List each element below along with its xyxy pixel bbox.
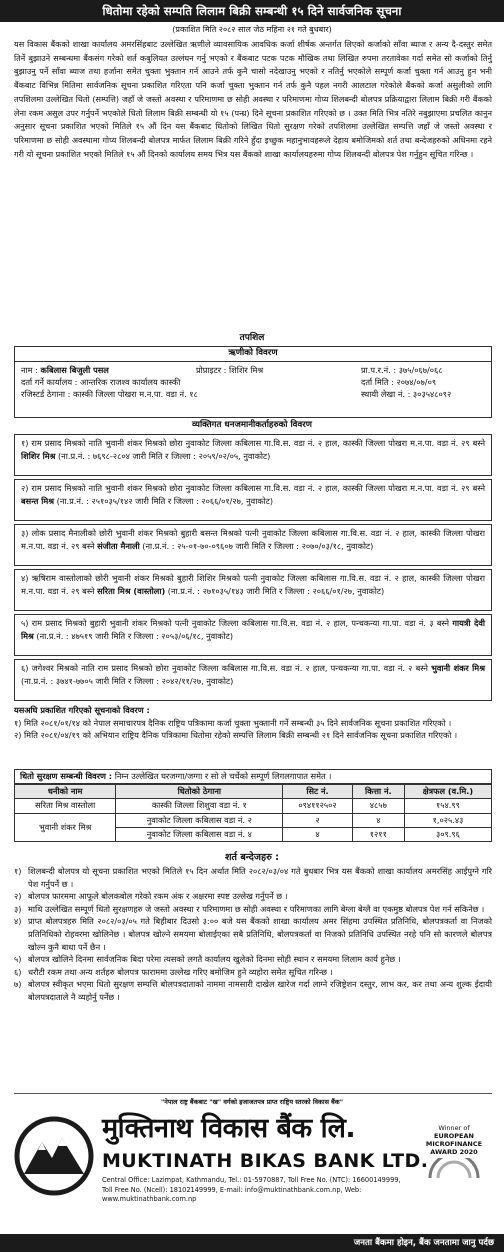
term-text: शिलबन्दी बोलपत्र यो सूचना प्रकाशित भएको मितिले १५ दिन अर्थात मिति २०८२/०३/०४ गते बुधबार भित्र यस बैंकको शाखा कार्यालय अमरसिंह आईपुग्ने गरि पेश गर्नुपर्ने छ । [28,866,492,889]
term-text: बोलपत्र फारममा आफूले बोलकबोल गरेको रकम अंक र अक्षरमा स्पष्ट उल्लेख गर्नुपर्ने छ । [28,891,288,902]
term-text: माथि उल्लेखित सम्पूर्ण धितो सुरक्षणहरु जे जस्तो अवस्था र परिमाणमा छ सोही अवस्था र परिमाणका लागि बेग्ला बेग्लै वा एकमुष्ठ बोलपत्र पेश गर्न सकिनेछ । [28,903,485,914]
collateral-table [14,784,492,842]
term-number: ७) [14,979,22,990]
borrower-pan: प्रा.प.र.नं. : ३७५/०६७/०६८ [361,364,443,375]
table-cell: १५४.९९ [404,799,491,813]
guarantor-citizenship: (ना.प्र.नं. : ४७५१९ जारी मिति र जिल्ला : २०५३/०६/१८, नुवाकोट) [33,630,234,641]
term-number: २) [14,891,22,902]
slogan: जनता बैंकमा होइन, बैंक जनतामा जानु पर्दछ [353,1238,494,1248]
slogan-bar [0,1234,504,1252]
term-item [14,966,492,979]
term-text: बोलपत्र खोलिने दिनमा सार्वजनिक बिदा परेमा त्यसको लगतै कार्यालय खुलेको दिनमा सोही स्थान र समयमा लिलाम कार्य हुनेछ । [28,954,401,965]
term-item [14,915,492,953]
guarantor-name: गायत्री देवी मिश्र [21,618,485,641]
prior-notice-item: २) मिति २०८१/०४/१९ को अभियान राष्ट्रिय दैनिक पत्रिकामा धितोमा रहेको सम्पत्ति लिलाम बिक्री सम्बन्धी २१ दिने सार्वजनिक सूचना प्रकाशित गरिएको । [14,730,458,740]
guarantor-text: ४) ऋषिराम वास्तोलाको छोरी भुवानी शंकर मिश्रको बुहारी शिशिर मिश्रको पत्नी नुवाकोट जिल्ला कबिलास गा.वि.स. वडा नं. २ हाल, कास्की जिल्ला पोखरा म.न.पा. वडा नं. २९ बस्ने [21,573,485,596]
term-item [14,890,492,903]
guarantor-name: भुवानी शंकर मिश्र [431,663,485,673]
award-arc-icon [424,1158,484,1180]
term-number: १) [14,866,22,876]
terms-heading: शर्त बन्देजहरु : [225,852,279,863]
borrower-heading: ऋणीको विवरण [15,347,491,362]
collateral-heading: धितो सुरक्षण सम्बन्धी विवरण : [20,771,113,781]
collateral-note: निम्न उल्लेखित घरजग्गा/जग्गा र सो ले चर्चेको सम्पूर्ण लिगलगापात समेत । [114,771,332,781]
table-cell: ४ [283,827,352,841]
bank-name-nepali: मुक्तिनाथ विकास बैंक लि. [102,1113,356,1144]
term-number: ४) [14,916,22,927]
column-header: सिट नं. [283,785,352,799]
borrower-box [14,346,492,418]
borrower-reg-office: दर्ता गर्ने कार्यालय : आन्तरिक राजश्व कार्यालय कास्की [21,376,181,387]
guarantors-heading: व्यक्तिगत धनजमानीकर्ताहरुको विवरण [192,420,312,430]
intro-paragraph: यस विकास बैंकको शाखा कार्यालय अमरसिंहबाट उल्लेखित ऋणीले व्यावसायिक आवधिक कर्जा शीर्षक अन्तर्गत लिएको कर्जाको साँवा ब्याज र अन्य दै-दस्तुर समेत तिर्ने बुझाउने सम्बन्धमा बैंकसंग गरेको शर्त कबुलियत उल्लंघन गर्नु भएको र बैंकबाट पटक पटक मौखिक तथा लिखित रुपमा तरतावेका गर्दा समेत सो कर्जाको तिर्नु बुझाउनु पर्ने साँवा ब्याज तथा हर्जाना समेत चुक्ता भुक्तान गर्न आउने तर्फ कुनै चासो नदेखाउनु भएको र नतिर्नु भएकोले सम्पूर्ण कर्जा चुक्ता गर्न आउनु हुन भनी बैंकबाट विभिन्न मितिमा सार्वजनिक सूचना प्रकाशित गरिएता पनि कर्जा चुक्ता भुक्तान गर्न तर्फ कुनै पहल नगरी आलटाल गरेकोले बैंकको कर्जा असुलीको लागि तपशिलमा उल्लेखित धितो (सम्पत्ति) जहाँ जे जस्तो अवस्था र परिमाणमा छ सोही अवस्था र परिमाणमा गोप्य शिलबन्दी बोलपत्र प्रक्रियाद्वारा लिलाम बिक्री गरी बैंकको लेना रकम असुल उपर गर्नुपर्ने भएकोले धितो लिलाम बिक्री सम्बन्धी यो १५ (पन्ध्र) दिने सूचना प्रकाशित गरिएको छ । उक्त मिति भित्र नतिरे नबुझाएमा प्रचलित कानुन अनुसार सूचना प्रकाशित भएको मितिले १५ औं दिन यस बैंकबाट धितोको लिखित धितो सुरक्षण गरेको तपशिलमा उल्लेखित सम्पत्ति जहाँ जे जस्तो अवस्था र परिमाणमा छ सोही अवस्थामा गोप्य शिलबन्दी बोलपत्र मार्फत लिलाम बिक्री गरिने हुँदा इच्छुक महानुभावहरूले देहाय बमोजिमको शर्त तथा बन्देजहरुको अधिनमा रहने गरी यो सूचना प्रकाशित भएको मितिले १५ औं दिनको कार्यालय समय भित्र यस बैंकको शाखा कार्यालयहरुमा गोप्य शिलबन्दी बोलपत्र पेश गर्नुहुन सूचित गरिन्छ । [14,39,492,159]
award-line: MICROFINANCE [425,1140,483,1148]
table-cell: ३०९.९६ [404,827,491,841]
term-text: धरौटी रकम तथा अन्य शर्तहरु बोलपत्र फाराममा उल्लेख गरिए बमोजिम हुने व्यहोरा समेत सूचित गरिन्छ । [28,966,333,977]
guarantor-citizenship: (ना.प्र.नं. : २५१०३५/१४२ जारी मिति र जिल्ला : २०६६/०१/२७, नुवाकोट) [54,495,274,506]
award-line: EUROPEAN [434,1132,474,1140]
table-cell: ४ [352,813,404,827]
table-row [15,799,492,813]
table-cell: ०९४११२५०२ [283,799,352,813]
guarantor-name: बसन्त मिश्र [21,495,55,506]
term-item [14,865,492,890]
guarantor-name: शिशिर मिश्र [21,450,56,461]
collateral-heading-box [14,769,492,784]
borrower-account: स्थायी लेखा नं. : ३०३५४८०९२ [361,388,452,399]
term-text: प्राप्त बोलपत्रहरु मिति २०८२/०३/०५ गते बिहीबार दिउसो ३:०० बजे यस बैंकको शाखा कार्यालय अमर सिंहमा उपस्थित प्रतिनिधि, बोलपत्रकर्ता वा निजको प्रतिनिधिको रोहवरमा खोलिनेछ । बोलपत्र खोल्ने समयमा बोलाईएका सबै प्रतिनिधि, बोलपत्रकर्ता वा निजको प्रतिनिधि उपस्थित नरहे पनि सो कारणले बोलपत्र खोल्न कुनै बाधा पर्ने छैन । [28,916,492,952]
table-header-row [15,785,492,799]
prior-notice-item: १) मिति २०८१/०१/१४ को नेपाल समाचारपत्र दैनिक राष्ट्रिय पत्रिकामा कर्जा चुक्ता भुक्तानी गर्ने सम्बन्धी ३५ दिने सार्वजनिक सूचना प्रकाशित गरिएको । [14,717,452,728]
guarantor-text: १) राम प्रसाद मिश्रको नाति भुवानी शंकर मिश्रको छोरा नुवाकोट जिल्ला कबिलास गा.वि.स. वडा नं. २ हाल, कास्की जिल्ला पोखरा म.न.पा. वडा नं. २९ बस्ने [21,438,485,448]
guarantor-item [14,659,492,701]
term-number: ५) [14,954,22,965]
table-cell: १,०२५.४३ [404,813,491,827]
guarantor-name: संजीता मैनाली [97,540,140,551]
borrower-name: कबिलास बिजुली पसल [40,364,109,375]
award-badge [418,1124,490,1182]
column-header: कित्ता नं. [352,785,404,799]
table-cell: नुवाकोट जिल्ला कबिलास वडा नं. ४ [116,827,283,841]
column-header: धितोको ठेगाना [116,785,283,799]
table-row [15,813,492,827]
table-cell: भुवानी शंकर मिश्र [15,813,116,842]
license-footnote: "नेपाल राष्ट्र बैंकबाट "ख" वर्गको इजाजतपत्र प्राप्त राष्ट्रिय स्तरको विकास बैंक" [160,1098,344,1106]
guarantor-citizenship: (ना.प्र.नं. : २५-०१-७०-०९६०७ जारी मिति र जिल्ला : २०७०/०३/१८, नुवाकोट) [139,540,374,551]
table-cell: सरिता मिश्र वास्तोला [15,799,116,813]
publication-date: (प्रकाशित मिति २०८२ साल जेठ महिना २१ गते बुधबार) [172,25,332,34]
notice-title: धितोमा रहेको सम्पति लिलाम बिक्री सम्बन्धी १५ दिने सार्वजनिक सूचना [0,0,504,22]
prior-notice-heading: यसअघि प्रकाशित गरिएको सूचनाको विवरण : [14,705,150,715]
term-item [14,953,492,966]
guarantor-name: सरिता मिश्र (वास्तोला) [97,585,166,596]
table-cell: कास्की जिल्ला शिशुवा वडा नं. १ [116,799,283,813]
table-cell: १२११ [352,827,404,841]
table-cell: २ [283,813,352,827]
guarantor-item [14,569,492,611]
table-cell: नुवाकोट जिल्ला कबिलास वडा नं. २ [116,813,283,827]
bank-address-line: Toll Free No. (Ncell): 18102149999, E-mail: info@muktinathbank.com.np, Web: www.muktinathbank.com.np [102,1185,362,1203]
bank-contact [102,1176,418,1205]
term-number: ३) [14,903,22,914]
borrower-address: रजिस्टर्ड ठेगाना : कास्की जिल्ला पोखरा म.न.पा. वडा नं. १८ [21,388,198,399]
guarantor-item [14,479,492,521]
guarantor-text: ३) लोक प्रसाद मैनालीको छोरी भुवानी शंकर मिश्रको बुहारी बसन्त मिश्रको पत्नी नुवाकोट जिल्ला कबिलास गा.वि.स. वडा नं. २ हाल, कास्की जिल्ला पोखरा म.न.पा. वडा नं. २९ बस्ने [21,528,485,551]
borrower-proprietor: प्रोप्राइटर : शिशिर मिश्र [196,364,264,375]
borrower-reg-date: दर्ता मिति : २०७४/०७/०९ [361,376,437,387]
award-line: AWARD 2020 [430,1148,478,1156]
bank-logo-icon [14,1116,94,1196]
guarantor-citizenship: (ना.प्र.नं. : ७६९८-२८०४ जारी मिति र जिल्ला : २०५९/०२/०५, नुवाकोट) [55,450,271,461]
guarantor-item [14,614,492,656]
guarantor-citizenship: (ना.प्र.नं. : ३७४१-७७०५ जारी मिति र जिल्ला : २०४२/११/२७, नुवाकोट) [21,675,234,686]
term-item [14,978,492,1003]
column-header: क्षेत्रफल (व.मि.) [404,785,491,799]
guarantor-text: २) राम प्रसाद मिश्रको नाति भुवानी शंकर मिश्रको छोरा नुवाकोट जिल्ला कबिलास गा.वि.स. वडा नं. २ हाल, कास्की जिल्ला पोखरा म.न.पा. वडा नं. २९ बस्ने [21,483,485,493]
column-header: धनीको नाम [15,785,116,799]
terms-list [14,865,492,1004]
guarantor-text: ५) राम प्रसाद मिश्रको बुहारी भुवानी शंकर मिश्रको पत्नी नुवाकोट जिल्ला कबिलास गा.वि.स. वडा नं. २ हाल, पन्चकन्या गा.पा. वडा नं. ३ बस्ने [21,618,453,628]
bank-name-english: MUKTINATH BIKAS BANK LTD. [102,1150,429,1172]
award-line: Winner of [438,1124,470,1132]
divider [14,1093,492,1094]
term-number: ६) [14,966,22,977]
prior-notice [14,704,492,742]
details-heading: तपशिल [239,333,265,343]
borrower-name-label: नाम : [21,364,38,375]
term-text: बोलपत्र स्वीकृत भएमा धितो सुरक्षण सम्पत्ति बोलपत्रदाताको नाममा नामसारी दाखेल खारेज गर्दा लाग्ने रजिष्ट्रेशन दस्तुर, लाभ कर, कर तथा अन्य शुल्क ईदायी बोलपत्रदाताले नै व्यहोर्नु पर्नेछ । [28,979,492,1002]
table-cell: ४८५७ [352,799,404,813]
guarantor-item [14,524,492,566]
guarantor-citizenship: (ना.प्र.नं. : २७१०३५/१४३ जारी मिति र जिल्ला : २०६६/०१/२७, नुवाकोट) [165,585,385,596]
term-item [14,903,492,916]
guarantor-text: ६) जगेश्वर मिश्रको नाति राम प्रसाद मिश्रको छोरा नुवाकोट जिल्ला कबिलास गा.वि.स. वडा नं. २ हाल, पन्चकन्या गा.पा. वडा नं. २ बस्ने [21,663,432,673]
bank-branding [12,1110,492,1228]
guarantor-item [14,434,492,476]
bank-address-line: Central Office: Lazimpat, Kathmandu, Tel.: 01-5970887, Toll Free No. (NTC): 16600149999, [102,1176,401,1184]
